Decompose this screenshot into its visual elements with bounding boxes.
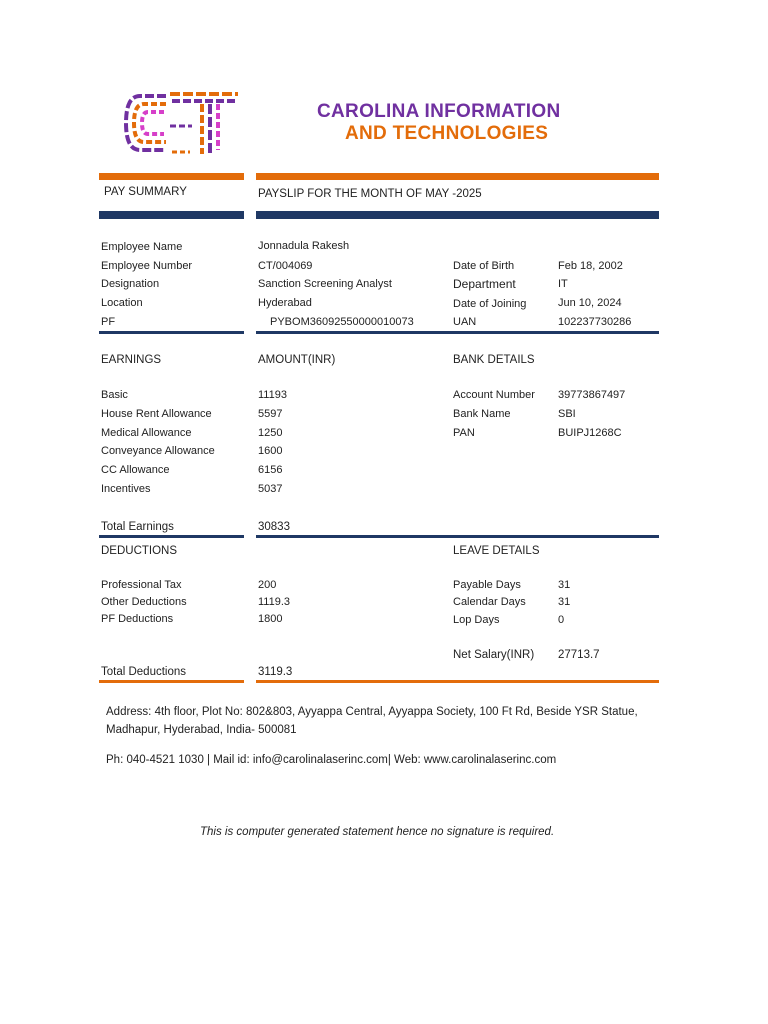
employee-number-value: CT/004069 (258, 260, 313, 272)
location-value: Hyderabad (258, 297, 312, 309)
total-earnings-label: Total Earnings (101, 521, 174, 533)
bank-name-label: Bank Name (453, 408, 511, 420)
divider-navy-right (256, 211, 659, 219)
total-deductions-value: 3119.3 (258, 666, 293, 678)
address-line1: Address: 4th floor, Plot No: 802&803, Ayyappa Central, Ayyappa Society, 100 Ft Rd, Beside YSR Statue, (106, 706, 638, 718)
earning-label: Incentives (101, 483, 151, 495)
leave-details-header: LEAVE DETAILS (453, 545, 540, 557)
pf-label: PF (101, 316, 116, 328)
company-name-line1: CAROLINA INFORMATION (317, 101, 561, 122)
divider-navy-employee-left (99, 331, 244, 334)
deduction-label: Other Deductions (101, 596, 187, 608)
payslip-title: PAYSLIP FOR THE MONTH OF MAY -2025 (258, 188, 482, 200)
divider-orange-left (99, 173, 244, 180)
total-earnings-value: 30833 (258, 521, 290, 533)
department-value: IT (558, 278, 568, 290)
calendar-days-label: Calendar Days (453, 596, 526, 608)
divider-navy-earnings-right (256, 535, 659, 538)
earnings-header: EARNINGS (101, 354, 162, 366)
deductions-header: DEDUCTIONS (101, 545, 178, 557)
divider-navy-employee-right (256, 331, 659, 334)
divider-navy-earnings-left (99, 535, 244, 538)
earning-value: 5597 (258, 408, 283, 420)
amount-header: AMOUNT(INR) (258, 354, 336, 366)
company-name-line2: AND TECHNOLOGIES (345, 123, 549, 144)
total-deductions-label: Total Deductions (101, 666, 187, 678)
earning-label: CC Allowance (101, 464, 170, 476)
account-number-value: 39773867497 (558, 389, 626, 401)
employee-name-value: Jonnadula Rakesh (258, 240, 350, 252)
deduction-label: Professional Tax (101, 579, 182, 591)
bank-details-header: BANK DETAILS (453, 354, 535, 366)
uan-label: UAN (453, 316, 477, 328)
calendar-days-value: 31 (558, 596, 571, 608)
earning-value: 1250 (258, 427, 283, 439)
divider-navy-left (99, 211, 244, 219)
lop-days-label: Lop Days (453, 614, 500, 626)
earning-label: Medical Allowance (101, 427, 192, 439)
earning-value: 6156 (258, 464, 283, 476)
deduction-value: 1800 (258, 613, 283, 625)
divider-orange-bottom-left (99, 680, 244, 683)
designation-value: Sanction Screening Analyst (258, 278, 392, 290)
deduction-label: PF Deductions (101, 613, 174, 625)
lop-days-value: 0 (558, 614, 565, 626)
pay-summary-label: PAY SUMMARY (104, 186, 187, 198)
divider-orange-right (256, 173, 659, 180)
dob-label: Date of Birth (453, 260, 515, 272)
computer-generated-note: This is computer generated statement hence no signature is required. (200, 826, 555, 838)
employee-number-label: Employee Number (101, 260, 193, 272)
pan-value: BUIPJ1268C (558, 427, 622, 439)
doj-value: Jun 10, 2024 (558, 297, 622, 309)
earning-label: House Rent Allowance (101, 408, 212, 420)
department-label: Department (453, 277, 516, 291)
account-number-label: Account Number (453, 389, 535, 401)
contact-line: Ph: 040-4521 1030 | Mail id: info@carolinalaserinc.com| Web: www.carolinalaserinc.com (106, 754, 557, 766)
earning-value: 11193 (258, 389, 287, 401)
designation-label: Designation (101, 278, 160, 290)
uan-value: 102237730286 (558, 316, 632, 328)
earning-value: 5037 (258, 483, 283, 495)
earning-value: 1600 (258, 445, 283, 457)
employee-name-label: Employee Name (101, 241, 183, 253)
ct-logo-icon (118, 86, 244, 160)
dob-value: Feb 18, 2002 (558, 260, 623, 272)
address-line2: Madhapur, Hyderabad, India- 500081 (106, 724, 297, 736)
doj-label: Date of Joining (453, 298, 527, 310)
company-logo (118, 86, 244, 160)
bank-name-value: SBI (558, 408, 576, 420)
deduction-value: 200 (258, 579, 277, 591)
pan-label: PAN (453, 427, 475, 439)
earning-label: Conveyance Allowance (101, 445, 215, 457)
net-salary-value: 27713.7 (558, 649, 600, 661)
payable-days-value: 31 (558, 579, 571, 591)
earning-label: Basic (101, 389, 128, 401)
divider-orange-bottom-right (256, 680, 659, 683)
location-label: Location (101, 297, 143, 309)
net-salary-label: Net Salary(INR) (453, 649, 535, 661)
pf-value: PYBOM36092550000010073 (270, 316, 414, 328)
payable-days-label: Payable Days (453, 579, 521, 591)
deduction-value: 1119.3 (258, 596, 291, 608)
